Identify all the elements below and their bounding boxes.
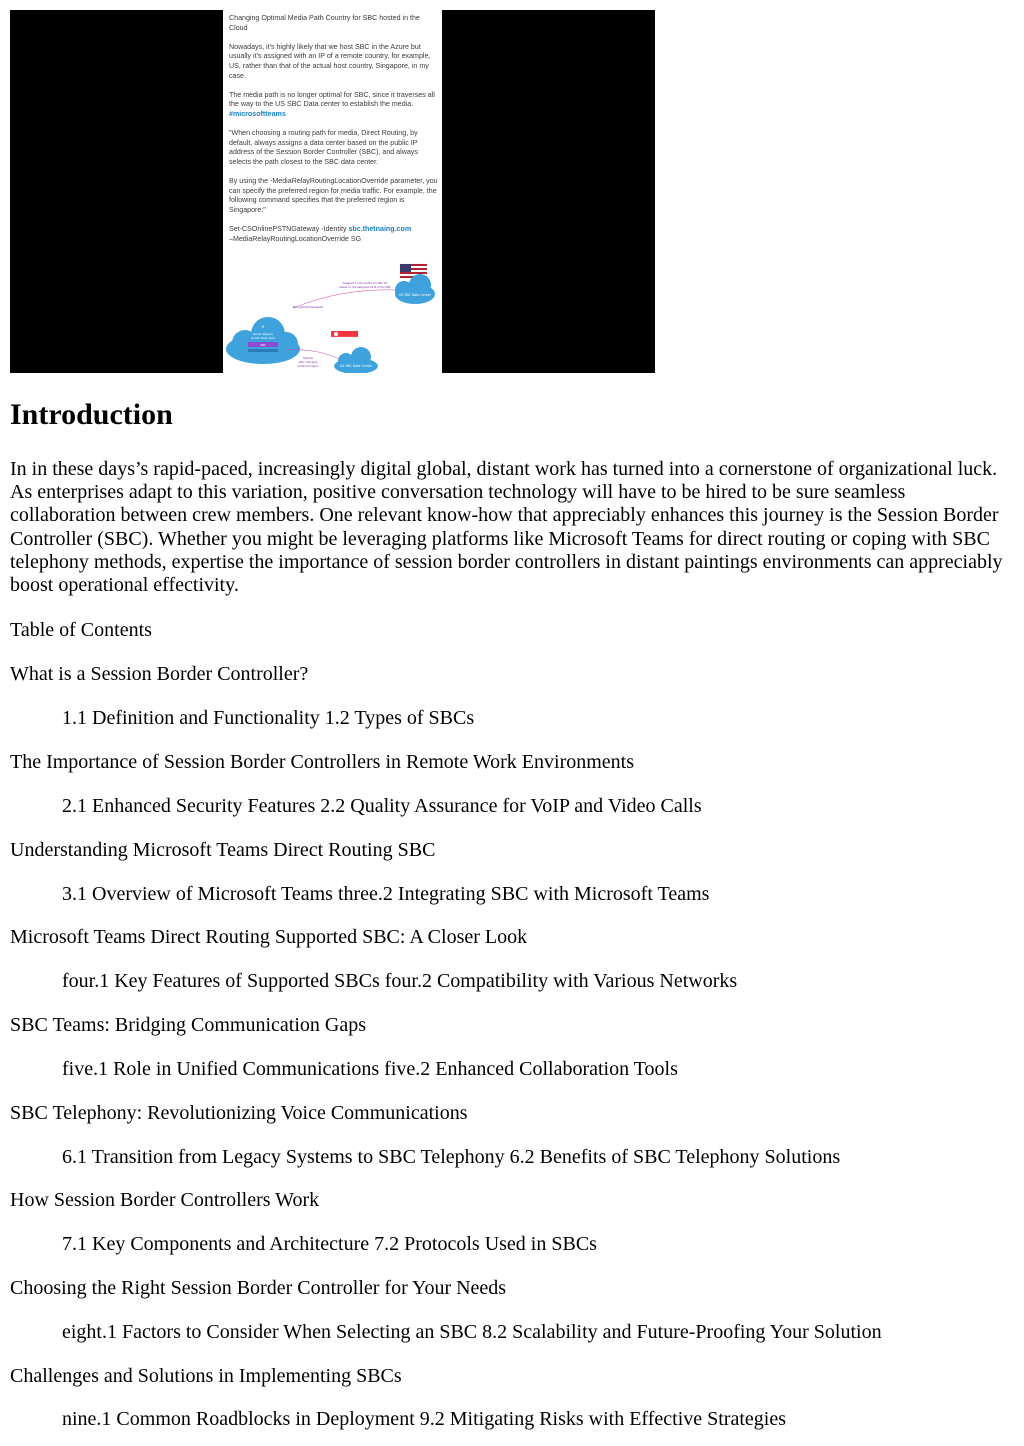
toc-section: How Session Border Controllers Work — [10, 1189, 320, 1211]
post-paragraph: By using the -MediaRelayRoutingLocationOverride parameter, you can specify the preferred region for media traffic. For example, the following command specifies that the preferred region is Singapore:" — [229, 177, 438, 214]
intro-paragraph: In in these days’s rapid-paced, increasingly digital global, distant work has turned into a cornerstone of organizational luck. As enterprises adapt to this variation, positive conversation technology will have to be hired to be sure seamless collaboration between crew members. One relevant know-how that appreciably enhances this journey is the Session Border Controller (SBC). Whether you might be leveraging platforms like Microsoft Teams for direct routing or coping with SBC telephony methods, expertise the importance of session border controllers in distant paintings environments can appreciably boost operational effectivity. — [10, 458, 1003, 597]
us-datacenter-label: US SBC Data Center — [398, 293, 432, 297]
toc-subsections: eight.1 Factors to Consider When Selecting an SBC 8.2 Scalability and Future-Proofing Your Solution — [62, 1321, 882, 1343]
post-command-link: sbc.thetnaing.com — [348, 225, 412, 234]
sg-datacenter-cloud-icon — [334, 347, 378, 373]
azure-sbc-label: SBC — [260, 342, 266, 347]
azure-label: South East Asia — [251, 336, 275, 340]
toc-section: Challenges and Solutions in Implementing SBCs — [10, 1365, 402, 1387]
optimal-label: preferred region — [297, 365, 319, 368]
post-text — [229, 14, 439, 254]
toc-subsections: 7.1 Key Components and Architecture 7.2 Protocols Used in SBCs — [62, 1233, 597, 1255]
azure-region-cloud-icon — [226, 317, 300, 364]
post-quote: "When choosing a routing path for media, Direct Routing, by default, always assigns a data center based on the public IP address of the Session Border Controller (SBC), and always selects the path closest to the SBC data center. — [229, 129, 418, 166]
toc-section: SBC Teams: Bridging Communication Gaps — [10, 1014, 367, 1036]
toc-section: The Importance of Session Border Controllers in Remote Work Environments — [10, 751, 635, 773]
media-path-diagram — [223, 248, 442, 373]
azure-label: Azure Region — [253, 332, 273, 336]
toc-section: Microsoft Teams Direct Routing Supported SBC: A Closer Look — [10, 926, 528, 948]
toc-section: Understanding Microsoft Teams Direct Routing SBC — [10, 839, 436, 861]
azure-logo-icon: ✕ — [261, 324, 265, 329]
non-optimal-label: Non-optimal Mediapath — [292, 306, 324, 309]
sg-datacenter-label: SG SBC Data Center — [339, 364, 373, 368]
optimal-label: Optimal — [302, 357, 314, 360]
post-command-text: Set-CSOnlinePSTNGateway -Identity — [229, 225, 349, 234]
assigned-label: based on the assigned US IP of the SBC — [339, 286, 391, 289]
post-paragraph: Nowadays, it's highly likely that we host SBC in the Azure but usually it's assigned with an IP of a remote country, for example, US, rather than that of the actual host country, Singapore, in my case. — [229, 42, 431, 80]
toc-label: Table of Contents — [10, 619, 152, 641]
toc-subsections: 2.1 Enhanced Security Features 2.2 Quality Assurance for VoIP and Video Calls — [62, 795, 702, 817]
toc-subsections: four.1 Key Features of Supported SBCs four.2 Compatibility with Various Networks — [62, 970, 738, 992]
toc-section: Choosing the Right Session Border Controller for Your Needs — [10, 1277, 507, 1299]
toc-subsections: five.1 Role in Unified Communications five.2 Enhanced Collaboration Tools — [62, 1058, 678, 1080]
toc-subsections: 1.1 Definition and Functionality 1.2 Types of SBCs — [62, 707, 475, 729]
sg-flag-icon — [331, 331, 358, 343]
assigned-label: Assigned to Microsoft's US SBC DC — [342, 282, 388, 285]
us-datacenter-cloud-icon — [395, 274, 435, 304]
toc-section: SBC Telephony: Revolutionizing Voice Communications — [10, 1102, 468, 1124]
post-hashtag: #microsoftteams — [229, 109, 286, 118]
optimal-label: After changing — [298, 361, 318, 364]
post-title: Changing Optimal Media Path Country for SBC hosted in the Cloud — [229, 14, 420, 32]
toc-subsections: nine.1 Common Roadblocks in Deployment 9.2 Mitigating Risks with Effective Strategies — [62, 1408, 786, 1430]
toc-subsections: 6.1 Transition from Legacy Systems to SBC Telephony 6.2 Benefits of SBC Telephony Solutions — [62, 1146, 841, 1168]
post-command-text: –MediaRelayRoutingLocationOverride SG — [229, 234, 362, 243]
page-heading: Introduction — [10, 398, 173, 431]
post-command — [229, 225, 439, 244]
social-post-screenshot — [223, 10, 442, 373]
toc-section: What is a Session Border Controller? — [10, 663, 309, 685]
hero-image — [10, 10, 655, 373]
post-paragraph — [229, 91, 439, 120]
post-paragraph-text: The media path is no longer optimal for SBC, since it traverses all the way to the US SBC Data center to establish the media. — [229, 90, 435, 109]
toc-subsections: 3.1 Overview of Microsoft Teams three.2 Integrating SBC with Microsoft Teams — [62, 883, 710, 905]
